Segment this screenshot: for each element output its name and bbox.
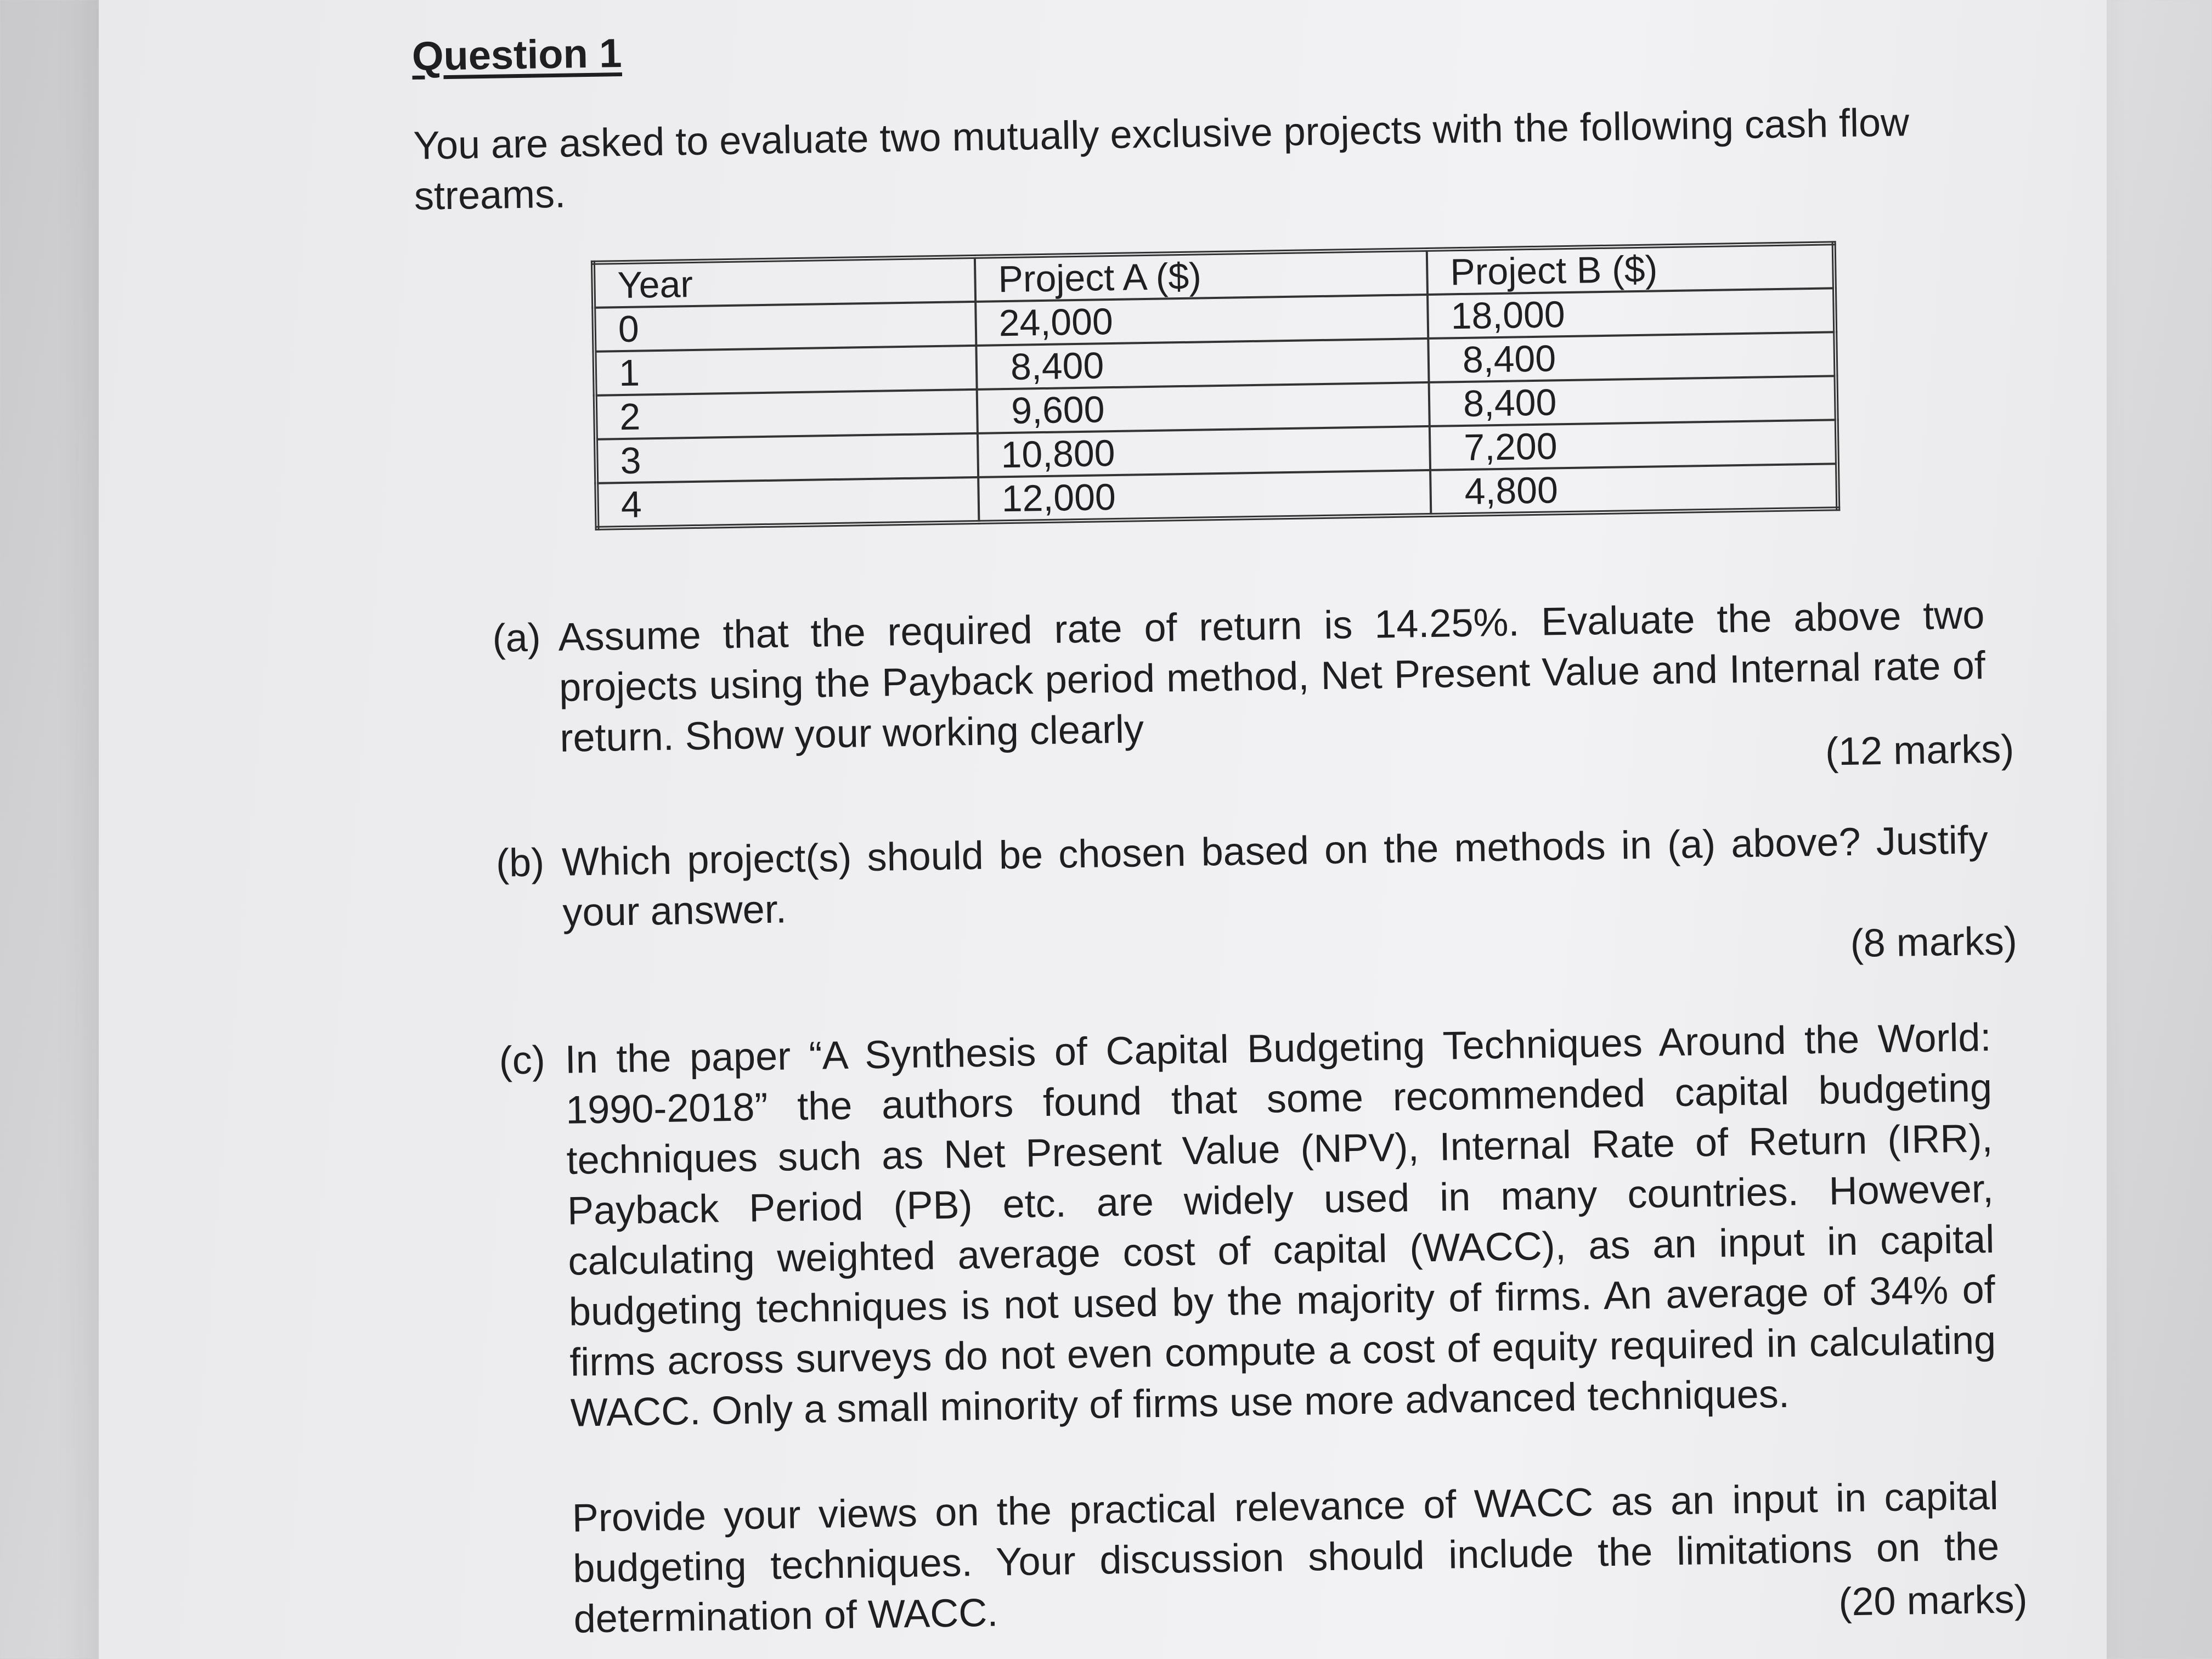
part-a [492, 590, 1987, 765]
project-a-cell: 9,600 [977, 382, 1430, 433]
cash-flow-table [591, 241, 1840, 531]
part-c-label: (c) [499, 1038, 546, 1083]
year-cell: 4 [596, 477, 979, 528]
year-cell: 2 [595, 390, 978, 439]
question-intro: You are asked to evaluate two mutually exclusive projects with the following cash flow streams. [413, 100, 1910, 218]
project-b-cell: 7,200 [1430, 420, 1837, 470]
part-a-text: Assume that the required rate of return is 14.25%. Evaluate the above two projects using the Payback period method, Net Present Value and Internal rate of return. Show your working clearly [558, 593, 1986, 760]
project-a-cell: 24,000 [975, 295, 1428, 346]
project-b-cell: 8,400 [1429, 376, 1837, 426]
part-c [499, 1012, 2000, 1646]
header-project-b: Project B ($) [1427, 243, 1835, 295]
part-b-text: Which project(s) should be chosen based on the methods in (a) above? Justify your answer. [561, 818, 1989, 935]
project-a-cell: 8,400 [976, 338, 1429, 390]
part-c-paragraph-1: In the paper “A Synthesis of Capital Budgeting Techniques Around the World: 1990-2018” the authors found that some recommended capital budgeting techniques such as Net Present Value (NPV), Internal Rate of Return (IRR), Payback Period (PB) etc. are widely used in many countries. However, calculating weighted average cost of capital (WACC), as an input in capital budgeting techniques is not used by the majority of firms. An average of 34% of firms across surveys do not even compute a cost of equity required in calculating WACC. Only a small minority of firms use more advanced techniques. [565, 1015, 1996, 1435]
part-a-marks: (12 marks) [1825, 727, 2015, 774]
part-b-label: (b) [495, 840, 545, 885]
project-a-cell: 10,800 [978, 426, 1430, 477]
year-cell: 0 [594, 302, 976, 352]
project-b-cell: 8,400 [1428, 332, 1836, 382]
header-year: Year [593, 257, 975, 308]
question-title: Question 1 [411, 30, 622, 79]
year-cell: 1 [594, 346, 977, 396]
project-a-cell: 12,000 [978, 470, 1431, 522]
part-a-label: (a) [492, 616, 541, 661]
header-project-a: Project A ($) [975, 250, 1427, 302]
project-b-cell: 18,000 [1427, 288, 1835, 338]
year-cell: 3 [596, 433, 978, 483]
part-b-marks: (8 marks) [1850, 919, 2018, 966]
part-c-marks: (20 marks) [1838, 1577, 2028, 1624]
project-b-cell: 4,800 [1430, 464, 1838, 515]
part-c-paragraph-2: Provide your views on the practical relevance of WACC as an input in capital budgeting techniques. Your discussion should include the limitations on the determination of WACC. [572, 1474, 2000, 1641]
